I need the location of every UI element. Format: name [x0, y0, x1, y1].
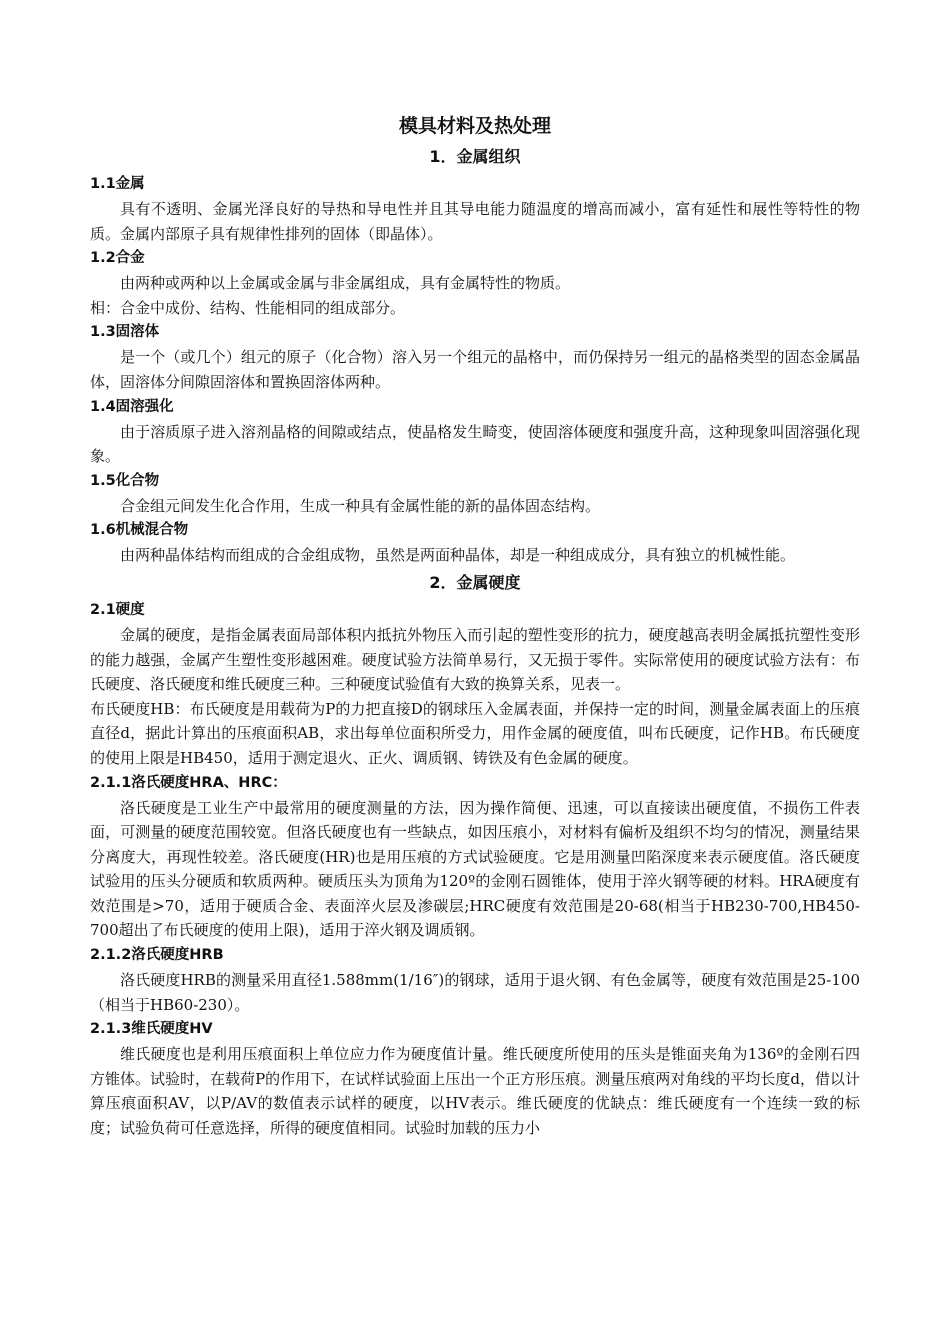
subsection-heading: 2.1硬度 [90, 601, 145, 618]
section-heading: 1．金属组织 [429, 147, 521, 166]
paragraph: 洛氏硬度是工业生产中最常用的硬度测量的方法，因为操作简便、迅速，可以直接读出硬度值，不损伤工件表面，可测量的硬度范围较宽。但洛氏硬度也有一些缺点，如因压痕小，对材料有偏析及组织不均匀的情况，测量结果分离度大，再现性较差。洛氏硬度(HR)也是用压痕的方式试验硬度。它是用测量凹陷深度来表示硬度值。洛氏硬度试验用的压头分硬质和软质两种。硬质压头为顶角为120º的金刚石圆锥体，使用于淬火钢等硬的材料。HRA硬度有效范围是>70，适用于硬质合金、表面淬火层及渗碳层;HRC硬度有效范围是20-68(相当于HB230-700,HB450-700超出了布氏硬度的使用上限)，适用于淬火钢及调质钢。 [90, 798, 860, 940]
subsection-heading: 1.4固溶强化 [90, 398, 174, 415]
paragraph: 是一个（或几个）组元的原子（化合物）溶入另一个组元的晶格中，而仍保持另一组元的晶格类型的固态金属晶体，固溶体分间隙固溶体和置换固溶体两种。 [90, 348, 860, 391]
note-paragraph: 相：合金中成份、结构、性能相同的组成部分。 [90, 298, 406, 317]
paragraph: 布氏硬度HB：布氏硬度是用载荷为P的力把直接D的钢球压入金属表面，并保持一定的时间，测量金属表面上的压痕直径d，据此计算出的压痕面积AB，求出每单位面积所受力，用作金属的硬度值，叫布氏硬度，记作HB。布氏硬度的使用上限是HB450，适用于测定退火、正火、调质钢、铸铁及有色金属的硬度。 [90, 699, 860, 767]
subsection-heading: 1.1金属 [90, 176, 145, 192]
subsection-heading: 1.3固溶体 [90, 324, 160, 341]
paragraph: 具有不透明、金属光泽良好的导热和导电性并且其导电能力随温度的增高而减小，富有延性和展性等特性的物质。金属内部原子具有规律性排列的固体（即晶体）。 [90, 200, 860, 243]
paragraph: 由于溶质原子进入溶剂晶格的间隙或结点，使晶格发生畸变，使固溶体硬度和强度升高，这种现象叫固溶强化现象。 [90, 422, 860, 466]
paragraph: 维氏硬度也是利用压痕面积上单位应力作为硬度值计量。维氏硬度所使用的压头是锥面夹角为136º的金刚石四方锥体。试验时，在载荷P的作用下，在试样试验面上压出一个正方形压痕。测量压痕两对角线的平均长度d，借以计算压痕面积AV，以P/AV的数值表示试样的硬度，以HV表示。维氏硬度的优缺点：维氏硬度有一个连续一致的标度；试验负荷可任意选择，所得的硬度值相同。试验时加载的压力小 [90, 1045, 860, 1138]
subsection-heading: 1.6机械混合物 [90, 522, 189, 539]
paragraph: 由两种或两种以上金属或金属与非金属组成，具有金属特性的物质。 [120, 274, 571, 293]
paragraph: 洛氏硬度HRB的测量采用直径1.588mm(1/16″)的钢球，适用于退火钢、有色金属等，硬度有效范围是25-100（相当于HB60-230）。 [90, 971, 860, 1014]
subsection-heading: 1.2合金 [90, 250, 145, 267]
paragraph: 金属的硬度，是指金属表面局部体积内抵抗外物压入而引起的塑性变形的抗力，硬度越高表明金属抵抗塑性变形的能力越强，金属产生塑性变形越困难。硬度试验方法简单易行，又无损于零件。实际常使用的硬度试验方法有：布氏硬度、洛氏硬度和维氏硬度三种。三种硬度试验值有大致的换算关系，见表一。 [90, 625, 860, 694]
subsection-heading: 2.1.3维氏硬度HV [90, 1021, 213, 1038]
section-heading: 2．金属硬度 [429, 572, 521, 592]
paragraph: 由两种晶体结构而组成的合金组成物，虽然是两面种晶体，却是一种组成成分，具有独立的机械性能。 [120, 546, 796, 565]
document-title: 模具材料及热处理 [398, 115, 551, 137]
subsection-heading: 2.1.2洛氏硬度HRB [90, 947, 224, 964]
document-page [90, 110, 860, 1141]
subsection-heading: 2.1.1洛氏硬度HRA、HRC： [90, 774, 287, 791]
subsection-heading: 1.5化合物 [90, 472, 160, 489]
paragraph: 合金组元间发生化合作用，生成一种具有金属性能的新的晶体固态结构。 [120, 496, 601, 515]
